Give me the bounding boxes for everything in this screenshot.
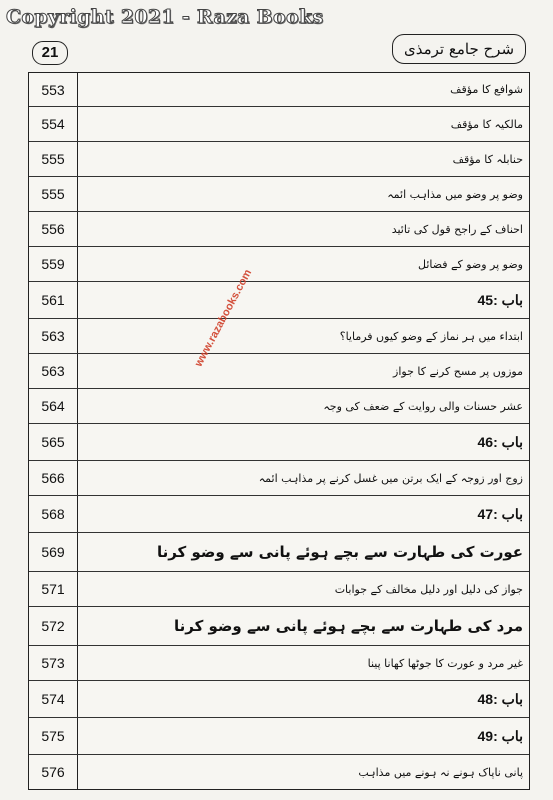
toc-page-number: 555 xyxy=(29,142,78,177)
toc-page-number: 565 xyxy=(29,424,78,461)
toc-chapter-heading: باب :48 xyxy=(78,681,530,718)
toc-entry-title: زوج اور زوجہ کے ایک برتن میں غسل کرنے پر مذاہب ائمہ xyxy=(78,461,530,496)
toc-row xyxy=(29,424,529,461)
toc-row xyxy=(29,319,529,354)
toc-row xyxy=(29,282,529,319)
toc-page-number: 574 xyxy=(29,681,78,718)
toc-row xyxy=(29,681,529,718)
toc-page-number: 563 xyxy=(29,354,78,389)
toc-entry-title: شوافع کا مؤقف xyxy=(78,73,530,107)
toc-page-number: 571 xyxy=(29,572,78,607)
toc-page-number: 559 xyxy=(29,247,78,282)
toc-entry-title: وضو پر وضو کے فضائل xyxy=(78,247,530,282)
toc-entry-title: ابتداء میں ہر نماز کے وضو کیوں فرمایا؟ xyxy=(78,319,530,354)
toc-table xyxy=(29,73,529,789)
toc-chapter-heading: باب :47 xyxy=(78,496,530,533)
table-of-contents xyxy=(28,72,530,790)
toc-page-number: 554 xyxy=(29,107,78,142)
toc-row xyxy=(29,646,529,681)
toc-row xyxy=(29,142,529,177)
toc-page-number: 568 xyxy=(29,496,78,533)
toc-row xyxy=(29,755,529,789)
book-title: شرح جامع ترمذی xyxy=(392,34,526,64)
toc-page-number: 561 xyxy=(29,282,78,319)
toc-chapter-heading: باب :49 xyxy=(78,718,530,755)
toc-page-number: 569 xyxy=(29,533,78,572)
toc-entry-title: عورت کی طہارت سے بچے ہوئے پانی سے وضو کرنا xyxy=(78,533,530,572)
toc-row xyxy=(29,177,529,212)
toc-page-number: 564 xyxy=(29,389,78,424)
toc-page-number: 566 xyxy=(29,461,78,496)
toc-row xyxy=(29,389,529,424)
toc-page-number: 576 xyxy=(29,755,78,789)
toc-entry-title: موزوں پر مسح کرنے کا جواز xyxy=(78,354,530,389)
toc-row xyxy=(29,718,529,755)
toc-page-number: 573 xyxy=(29,646,78,681)
toc-entry-title: احناف کے راجح قول کی تائید xyxy=(78,212,530,247)
toc-entry-title: حنابلہ کا مؤقف xyxy=(78,142,530,177)
toc-entry-title: مرد کی طہارت سے بچے ہوئے پانی سے وضو کرنا xyxy=(78,607,530,646)
toc-page-number: 553 xyxy=(29,73,78,107)
toc-entry-title: غیر مرد و عورت کا جوٹھا کھانا پینا xyxy=(78,646,530,681)
watermark: www.razabooks.com xyxy=(192,267,255,369)
toc-row xyxy=(29,461,529,496)
toc-page-number: 575 xyxy=(29,718,78,755)
toc-entry-title: مالکیہ کا مؤقف xyxy=(78,107,530,142)
toc-entry-title: جواز کی دلیل اور دلیل مخالف کے جوابات xyxy=(78,572,530,607)
page-number: 21 xyxy=(32,41,68,65)
toc-row xyxy=(29,572,529,607)
toc-row xyxy=(29,533,529,572)
toc-entry-title: وضو پر وضو میں مذاہب ائمہ xyxy=(78,177,530,212)
toc-page-number: 572 xyxy=(29,607,78,646)
toc-row xyxy=(29,212,529,247)
toc-entry-title: پانی ناپاک ہونے نہ ہونے میں مذاہب xyxy=(358,765,523,779)
toc-row xyxy=(29,354,529,389)
toc-chapter-heading: باب :46 xyxy=(78,424,530,461)
copyright-banner: Copyright 2021 - Raza Books xyxy=(6,6,324,28)
toc-row xyxy=(29,73,529,107)
toc-row xyxy=(29,247,529,282)
toc-page-number: 563 xyxy=(29,319,78,354)
toc-chapter-heading: باب :45 xyxy=(78,282,530,319)
toc-row xyxy=(29,607,529,646)
toc-row xyxy=(29,107,529,142)
toc-row xyxy=(29,496,529,533)
toc-page-number: 555 xyxy=(29,177,78,212)
toc-entry-title: عشر حسنات والی روایت کے ضعف کی وجہ xyxy=(78,389,530,424)
toc-page-number: 556 xyxy=(29,212,78,247)
